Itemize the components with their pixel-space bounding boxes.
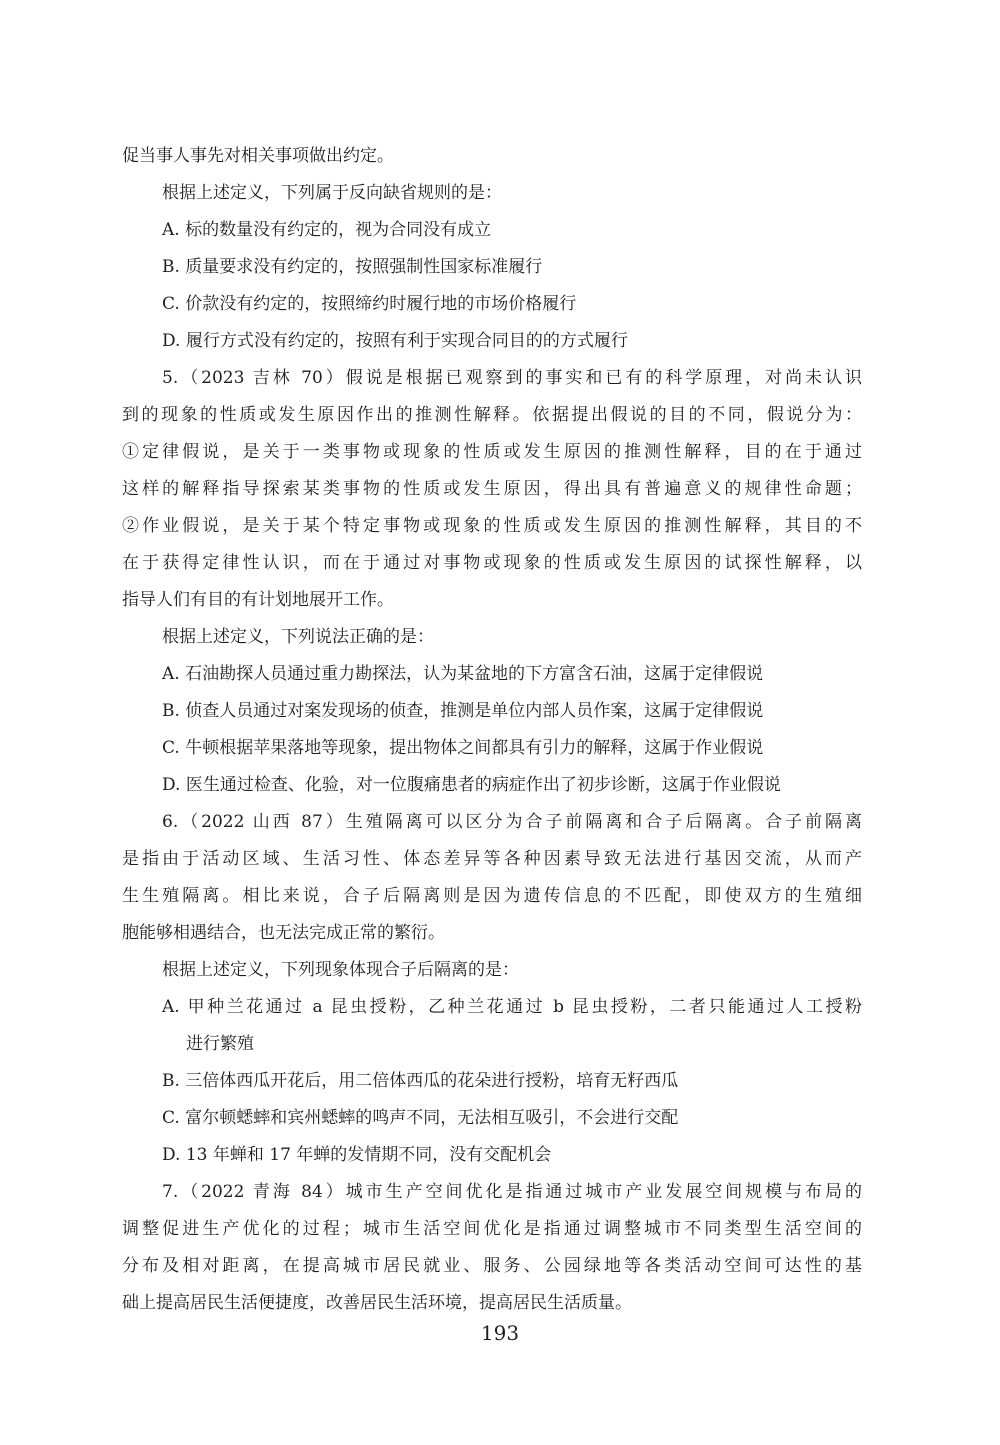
option-b: B. 质量要求没有约定的，按照强制性国家标准履行	[162, 257, 543, 277]
text-line: 促当事人事先对相关事项做出约定。	[122, 146, 394, 166]
option-d: D. 13 年蝉和 17 年蝉的发情期不同，没有交配机会	[162, 1145, 552, 1165]
page-content	[122, 138, 862, 1322]
question-7-line: 7.（2022 青海 84）城市生产空间优化是指通过城市产业发展空间规模与布局的	[162, 1182, 862, 1202]
option-a: A. 甲种兰花通过 a 昆虫授粉，乙种兰花通过 b 昆虫授粉，二者只能通过人工授粉	[162, 997, 862, 1017]
question-prompt: 根据上述定义，下列说法正确的是：	[162, 627, 434, 647]
option-c: C. 富尔顿蟋蟀和宾州蟋蟀的鸣声不同，无法相互吸引，不会进行交配	[162, 1108, 679, 1128]
option-a: A. 石油勘探人员通过重力勘探法，认为某盆地的下方富含石油，这属于定律假说	[162, 664, 764, 684]
question-prompt: 根据上述定义，下列现象体现合子后隔离的是：	[162, 960, 519, 980]
question-5-line: 在于获得定律性认识，而在于通过对事物或现象的性质或发生原因的试探性解释，以	[122, 553, 862, 573]
question-5-line: 5.（2023 吉林 70）假说是根据已观察到的事实和已有的科学原理，对尚未认识	[162, 368, 862, 388]
option-a: A. 标的数量没有约定的，视为合同没有成立	[162, 220, 492, 240]
option-d: D. 履行方式没有约定的，按照有利于实现合同目的的方式履行	[162, 331, 628, 351]
question-5-line: 到的现象的性质或发生原因作出的推测性解释。依据提出假说的目的不同，假说分为：	[122, 405, 862, 425]
question-5-line: 这样的解释指导探索某类事物的性质或发生原因，得出具有普遍意义的规律性命题；	[122, 479, 862, 499]
option-c: C. 牛顿根据苹果落地等现象，提出物体之间都具有引力的解释，这属于作业假说	[162, 738, 764, 758]
page-number: 193	[480, 1321, 520, 1345]
question-6-line: 胞能够相遇结合，也无法完成正常的繁衍。	[122, 923, 445, 943]
question-5-line: ②作业假说，是关于某个特定事物或现象的性质或发生原因的推测性解释，其目的不	[122, 516, 862, 536]
question-7-line: 础上提高居民生活便捷度，改善居民生活环境，提高居民生活质量。	[122, 1293, 632, 1313]
option-c: C. 价款没有约定的，按照缔约时履行地的市场价格履行	[162, 294, 577, 314]
question-5-line: ①定律假说，是关于一类事物或现象的性质或发生原因的推测性解释，目的在于通过	[122, 442, 862, 462]
option-a-continuation: 进行繁殖	[186, 1034, 254, 1054]
option-b: B. 三倍体西瓜开花后，用二倍体西瓜的花朵进行授粉，培育无籽西瓜	[162, 1071, 679, 1091]
option-d: D. 医生通过检查、化验，对一位腹痛患者的病症作出了初步诊断，这属于作业假说	[162, 775, 781, 795]
question-6-line: 是指由于活动区域、生活习性、体态差异等各种因素导致无法进行基因交流，从而产	[122, 849, 862, 869]
question-6-line: 6.（2022 山西 87）生殖隔离可以区分为合子前隔离和合子后隔离。合子前隔离	[162, 812, 862, 832]
question-7-line: 调整促进生产优化的过程；城市生活空间优化是指通过调整城市不同类型生活空间的	[122, 1219, 862, 1239]
question-6-line: 生生殖隔离。相比来说，合子后隔离则是因为遗传信息的不匹配，即使双方的生殖细	[122, 886, 862, 906]
question-7-line: 分布及相对距离，在提高城市居民就业、服务、公园绿地等各类活动空间可达性的基	[122, 1256, 862, 1276]
question-prompt: 根据上述定义，下列属于反向缺省规则的是：	[162, 183, 502, 203]
question-5-line: 指导人们有目的有计划地展开工作。	[122, 590, 394, 610]
option-b: B. 侦查人员通过对案发现场的侦查，推测是单位内部人员作案，这属于定律假说	[162, 701, 764, 721]
